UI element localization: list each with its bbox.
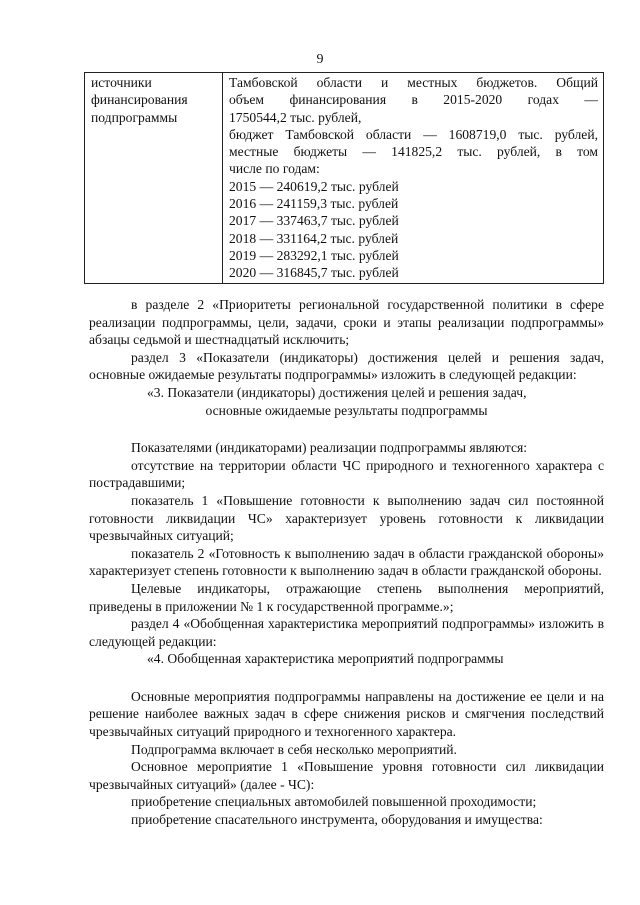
table-value-line: Тамбовской области и местных бюджетов. Общий [229, 75, 598, 90]
paragraph: показатель 2 «Готовность к выполнению задач в области гражданской обороны» характеризует степень готовности к выполнению задач в области гражданской обороны. [89, 545, 604, 579]
table-value-line: 2019 — 283292,1 тыс. рублей [229, 247, 399, 263]
financing-table [84, 72, 604, 284]
paragraph: Основные мероприятия подпрограммы направлены на достижение ее цели и на решение наиболее важных задач в сфере снижения рисков и смягчения последствий чрезвычайных ситуаций природного и техногенного характера. [89, 688, 604, 740]
paragraph: Основное мероприятие 1 «Повышение уровня готовности сил ликвидации чрезвычайных ситуаций» (далее - ЧС): [89, 759, 604, 792]
table-value-line: 2015 — 240619,2 тыс. рублей [229, 178, 399, 194]
paragraph: Целевые индикаторы, отражающие степень выполнения мероприятий, приведены в приложении № 1 к государственной программе.»; [89, 580, 604, 614]
page-number: 9 [316, 52, 324, 67]
table-value-line: 2017 — 337463,7 тыс. рублей [229, 213, 399, 229]
paragraph: Подпрограмма включает в себя несколько мероприятий. [131, 741, 457, 757]
section-heading: «3. Показатели (индикаторы) достижения целей и решения задач, [147, 384, 527, 400]
document-body [89, 296, 604, 829]
table-value-line: 2018 — 331164,2 тыс. рублей [229, 230, 399, 246]
paragraph: приобретение спасательного инструмента, оборудования и имущества: [131, 812, 543, 828]
table-value-line: местные бюджеты — 141825,2 тыс. рублей, в том [229, 144, 598, 160]
table-label-line: финансирования [91, 92, 188, 108]
paragraph: раздел 4 «Обобщенная характеристика мероприятий подпрограммы» изложить в следующей редакции: [89, 616, 604, 649]
table-value-line: бюджет Тамбовской области — 1608719,0 тыс. рублей, [229, 126, 598, 142]
table-value-line: 2016 — 241159,3 тыс. рублей [229, 196, 399, 212]
table-value-cell [223, 73, 604, 284]
table-row [85, 73, 604, 284]
paragraph: отсутствие на территории области ЧС природного и техногенного характера с пострадавшими; [89, 457, 604, 491]
paragraph: раздел 3 «Показатели (индикаторы) достижения целей и решения задач, основные ожидаемые результаты подпрограммы» изложить в следующей редакции: [89, 349, 604, 383]
table-value-line: 2020 — 316845,7 тыс. рублей [229, 265, 399, 281]
paragraph: показатель 1 «Повышение готовности к выполнению задач сил постоянной готовности ликвидации ЧС» характеризует уровень готовности к ликвидации чрезвычайных ситуаций; [89, 492, 604, 544]
paragraph: в разделе 2 «Приоритеты региональной государственной политики в сфере реализации подпрограммы, цели, задачи, сроки и этапы реализации подпрограммы» абзацы седьмой и шестнадцатый исключить; [89, 297, 604, 348]
table-label-line: источники [91, 75, 152, 90]
paragraph: приобретение специальных автомобилей повышенной проходимости; [131, 794, 537, 810]
table-value-line: числе по годам: [229, 161, 320, 177]
section-heading: «4. Обобщенная характеристика мероприятий подпрограммы [147, 651, 504, 667]
section-heading: основные ожидаемые результаты подпрограммы [205, 402, 488, 418]
table-label-cell [85, 73, 223, 284]
table-value-line: объем финансирования в 2015-2020 годах — [229, 92, 598, 108]
table-label-line: подпрограммы [91, 109, 178, 125]
paragraph: Показателями (индикаторами) реализации подпрограммы являются: [131, 440, 528, 456]
table-value-line: 1750544,2 тыс. рублей, [229, 109, 362, 125]
